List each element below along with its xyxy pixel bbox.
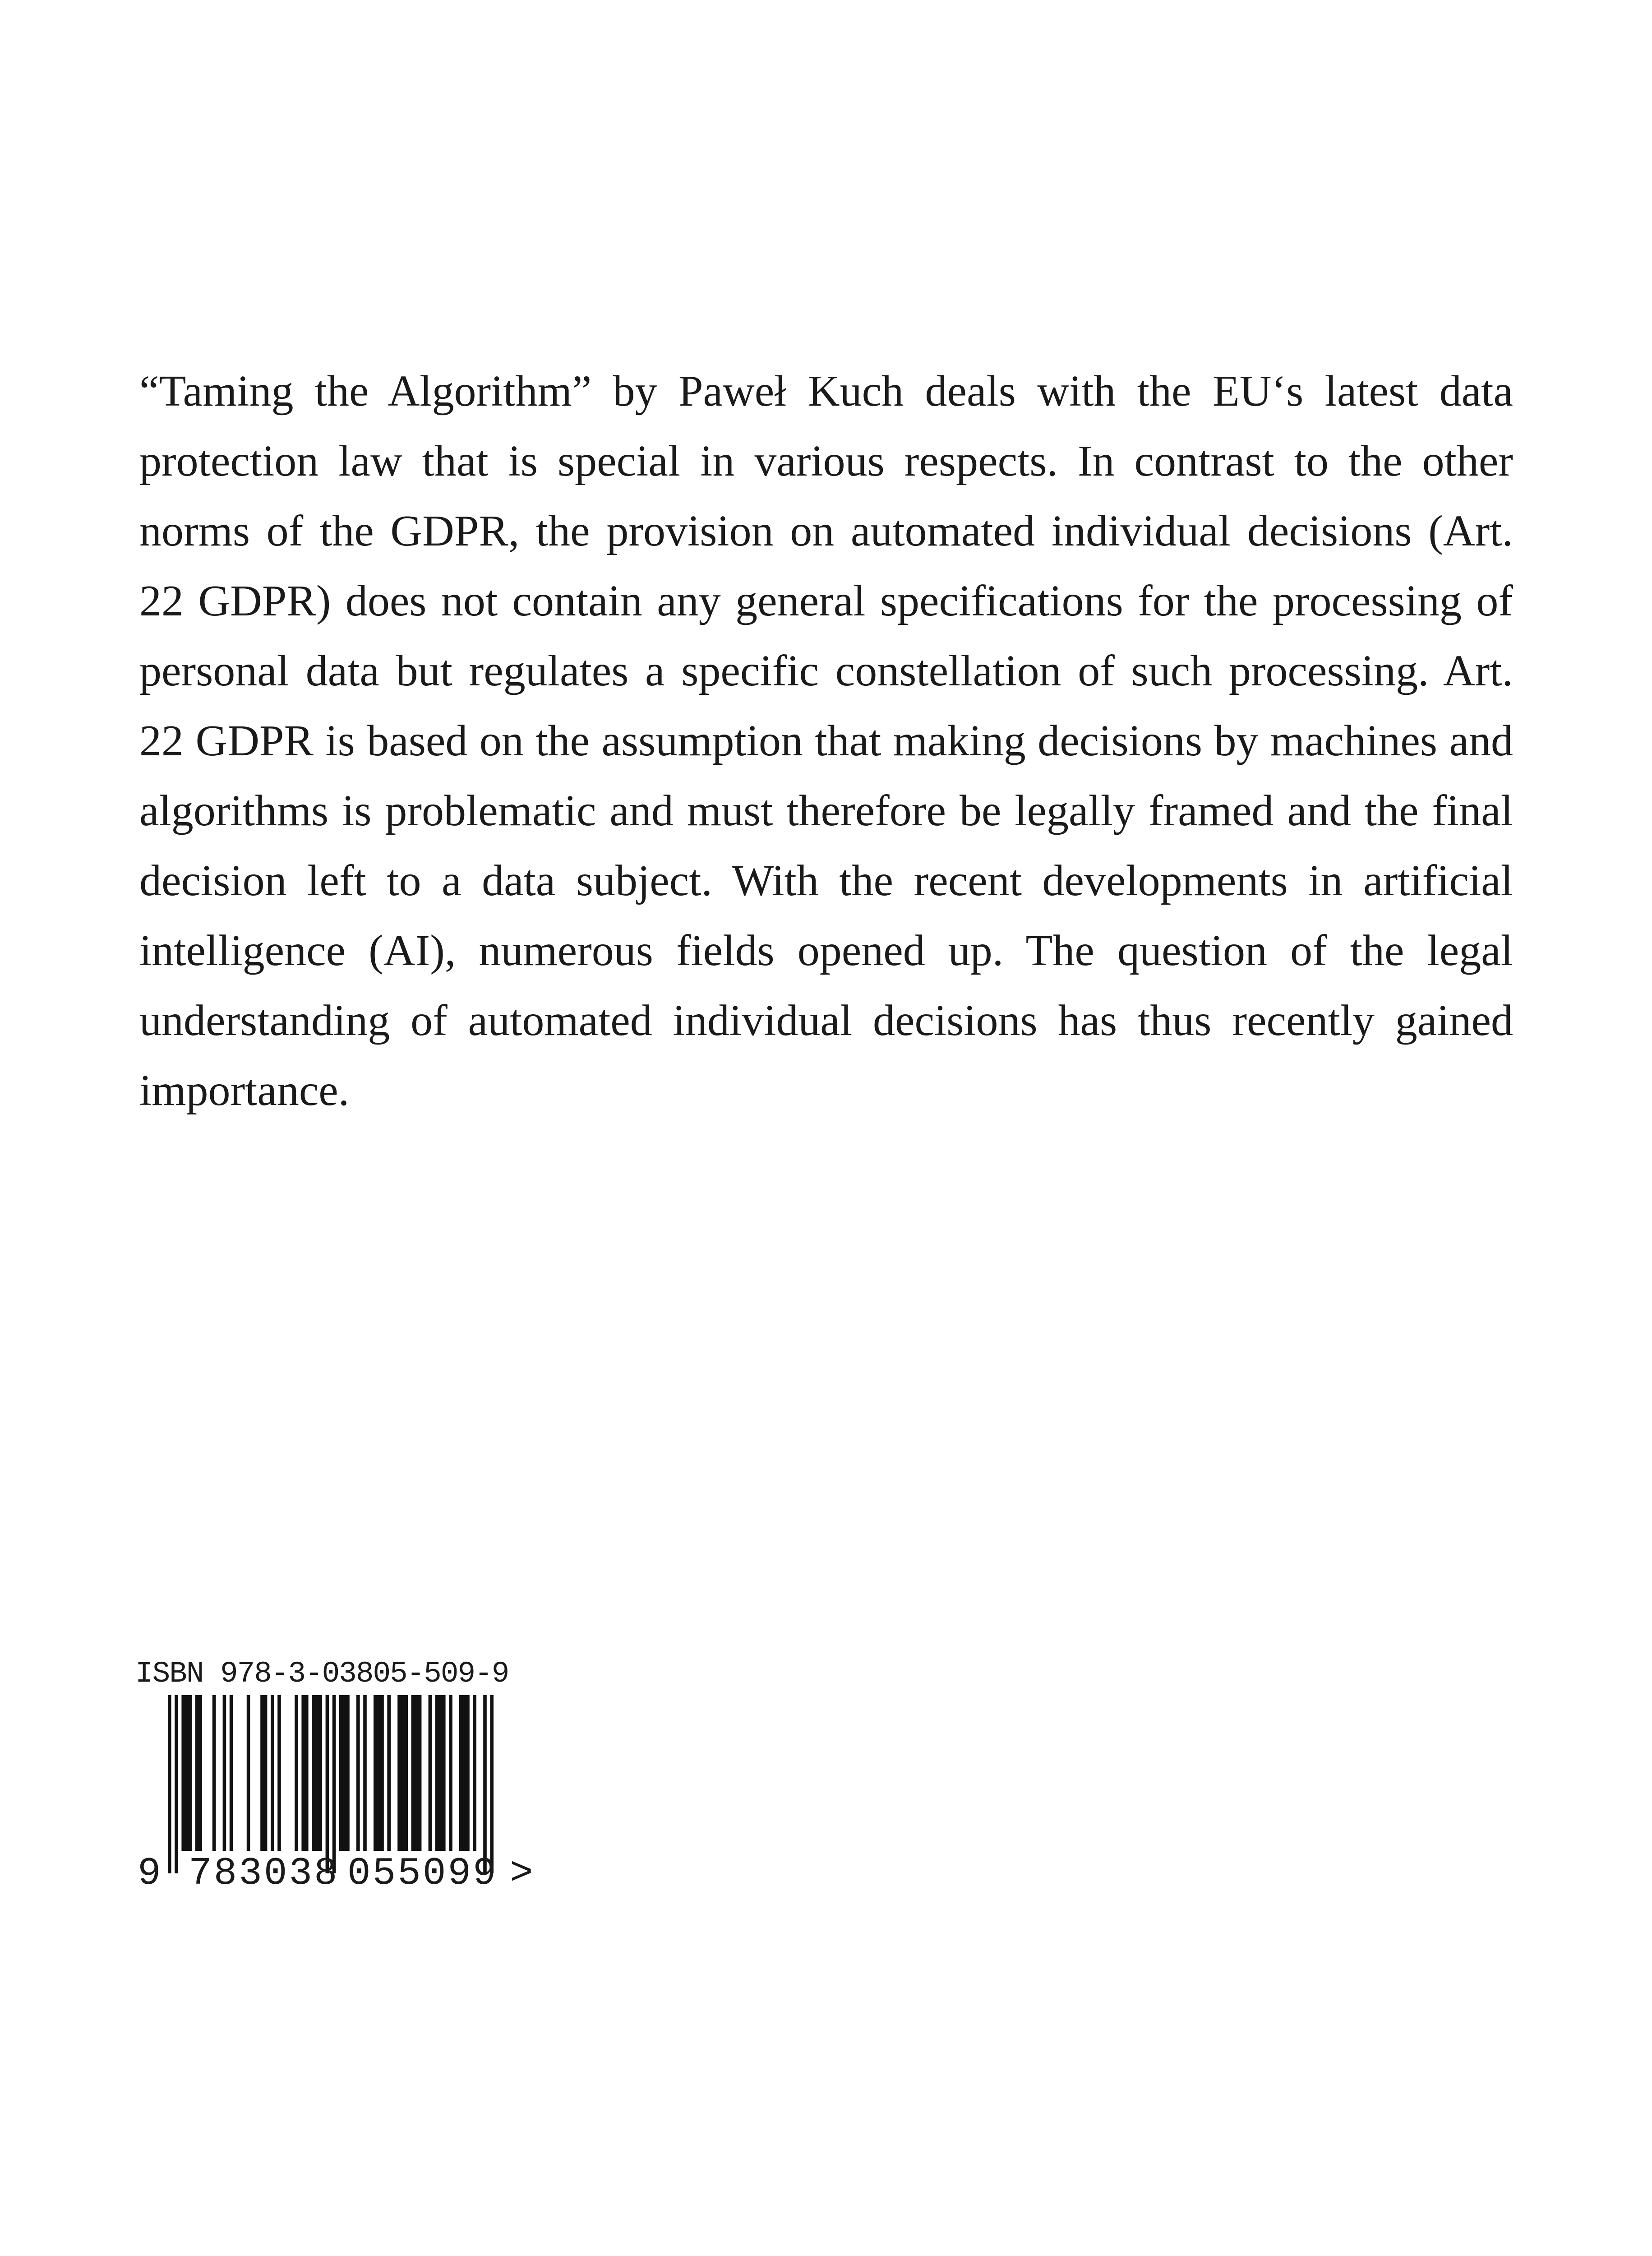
barcode-bar-2 (181, 1695, 192, 1851)
barcode-bar-23 (429, 1695, 432, 1851)
barcode-quiet-zone-mark: > (510, 1851, 533, 1895)
barcode-bar-19 (374, 1695, 384, 1851)
barcode-bar-8 (260, 1695, 267, 1851)
barcode-bar-5 (223, 1695, 226, 1851)
barcode-right-digits: 055099 (347, 1851, 498, 1895)
barcode-bar-4 (212, 1695, 216, 1851)
barcode-bar-17 (356, 1695, 360, 1851)
barcode-bar-16 (339, 1695, 350, 1851)
barcode-left-digits: 783038 (189, 1851, 339, 1895)
barcode-bar-15 (332, 1695, 336, 1873)
barcode-bar-13 (312, 1695, 322, 1851)
isbn-barcode-block (135, 1658, 541, 1911)
barcode-bars (135, 1695, 514, 1876)
barcode-bar-29 (490, 1695, 494, 1873)
barcode-bar-25 (449, 1695, 452, 1851)
barcode-bar-6 (230, 1695, 233, 1851)
barcode-bar-12 (301, 1695, 308, 1851)
barcode-bar-11 (295, 1695, 298, 1851)
barcode-bar-21 (397, 1695, 408, 1851)
barcode-bar-1 (175, 1695, 178, 1873)
barcode-bar-3 (195, 1695, 202, 1851)
barcode-bar-0 (168, 1695, 171, 1873)
barcode-bar-20 (387, 1695, 391, 1851)
barcode-bar-24 (435, 1695, 446, 1851)
barcode-bar-10 (277, 1695, 281, 1851)
barcode-bar-27 (473, 1695, 476, 1851)
isbn-label: ISBN 978-3-03805-509-9 (135, 1657, 509, 1691)
barcode-bar-28 (483, 1695, 487, 1873)
barcode-bar-26 (459, 1695, 470, 1851)
barcode-bar-9 (271, 1695, 274, 1851)
barcode-bar-22 (411, 1695, 422, 1851)
barcode-bar-18 (363, 1695, 367, 1851)
back-cover-blurb: “Taming the Algorithm” by Paweł Kuch deals with the EU‘s latest data protection law that is special in various respects. In contrast to the other norms of the GDPR, the provision on automated individual decisions (Art. 22 GDPR) does not contain any general specifications for the processing of personal data but regulates a specific constellation of such processing. Art. 22 GDPR is based on the assumption that making decisions by machines and algorithms is problematic and must therefore be legally framed and the final decision left to a data subject. With the recent developments in artificial intelligence (AI), numerous fields opened up. The question of the legal understanding of automated individual decisions has thus recently gained importance. (139, 367, 1513, 1115)
barcode-lead-digit: 9 (138, 1851, 161, 1895)
barcode-bar-14 (326, 1695, 329, 1873)
barcode-bar-7 (247, 1695, 250, 1851)
